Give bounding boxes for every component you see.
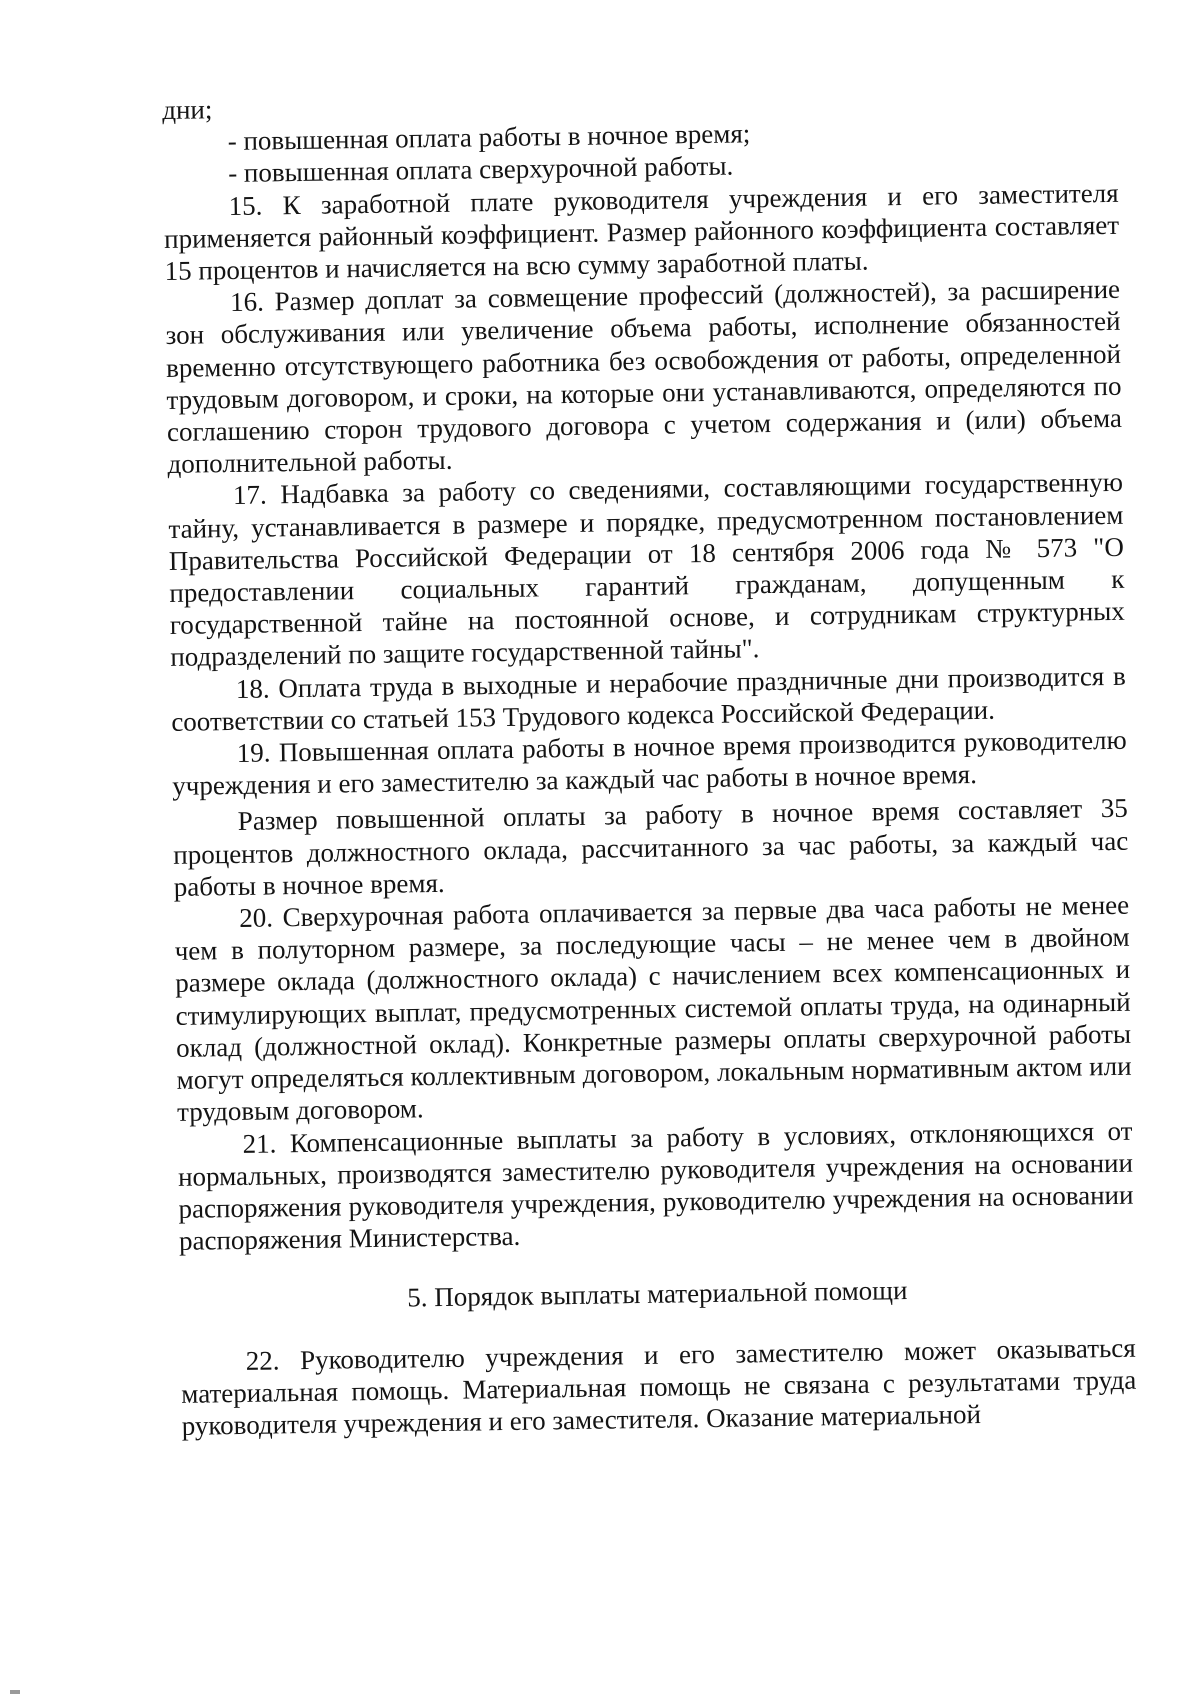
paragraph-19-continued: Размер повышенной оплаты за работу в ночное время составляет 35 процентов должностного оклада, рассчитанного за час работы, за каждый час работы в ночное время. <box>173 793 1129 902</box>
paragraph-18: 18. Оплата труда в выходные и нерабочие праздничные дни производится в соответствии со статьей 153 Трудового кодекса Российской Федерации. <box>171 660 1126 737</box>
document-body <box>162 80 1137 1442</box>
list-item-night-pay: - повышенная оплата работы в ночное время; <box>227 118 751 157</box>
paragraph-22: 22. Руководителю учреждения и его заместителю может оказываться материальная помощь. Материальная помощь не связана с результатами труда руководителя учреждения и его заместителя. Оказание материальной <box>181 1332 1137 1441</box>
text-fragment-top: дни; <box>162 94 213 125</box>
paragraph-20: 20. Сверхурочная работа оплачивается за первые два часа работы не менее чем в полуторном размере, за последующие часы – не менее чем в двойном размере оклада (должностного оклада) с начислением всех компенсационных и стимулирующих выплат, предусмотренных системой оплаты труда, на одинарный оклад (должностной оклад). Конкретные размеры оплаты сверхурочной работы могут определяться коллективным договором, локальным нормативным актом или трудовым договором. <box>174 889 1132 1128</box>
section-heading: 5. Порядок выплаты материальной помощи <box>407 1275 908 1313</box>
list-item-overtime-pay: - повышенная оплата сверхурочной работы. <box>227 150 734 189</box>
scan-artifact-mark <box>10 1690 20 1694</box>
paragraph-19: 19. Повышенная оплата работы в ночное время производится руководителю учреждения и его заместителю за каждый час работы в ночное время. <box>172 724 1127 802</box>
paragraph-21: 21. Компенсационные выплаты за работу в условиях, отклоняющихся от нормальных, производятся заместителю руководителя учреждения на основании распоряжения руководителя учреждения, руководителю учреждения на основании распоряжения Министерства. <box>177 1115 1134 1256</box>
paragraph-16: 16. Размер доплат за совмещение профессий (должностей), за расширение зон обслуживания или увеличение объема работы, исполнение обязанностей временно отсутствующего работника без освобождения от работы, определенной трудовым договором, и сроки, на которые они устанавливаются, определяются по соглашению сторон трудового договора с учетом содержания и (или) объема дополнительной работы. <box>165 274 1123 480</box>
paragraph-17: 17. Надбавка за работу со сведениями, составляющими государственную тайну, устанавливается в размере и порядке, предусмотренном постановлением Правительства Российской Федерации от 18 сентября 2006 года № 573 "О предоставлении социальных гарантий гражданам, допущенным к государственной тайне на постоянной основе, и сотрудникам структурных подразделений по защите государственной тайны". <box>168 467 1125 673</box>
paragraph-15: 15. К заработной плате руководителя учреждения и его заместителя применяется районный коэффициент. Размер районного коэффициента составляет 15 процентов и начисляется на всю сумму заработной платы. <box>163 177 1120 286</box>
